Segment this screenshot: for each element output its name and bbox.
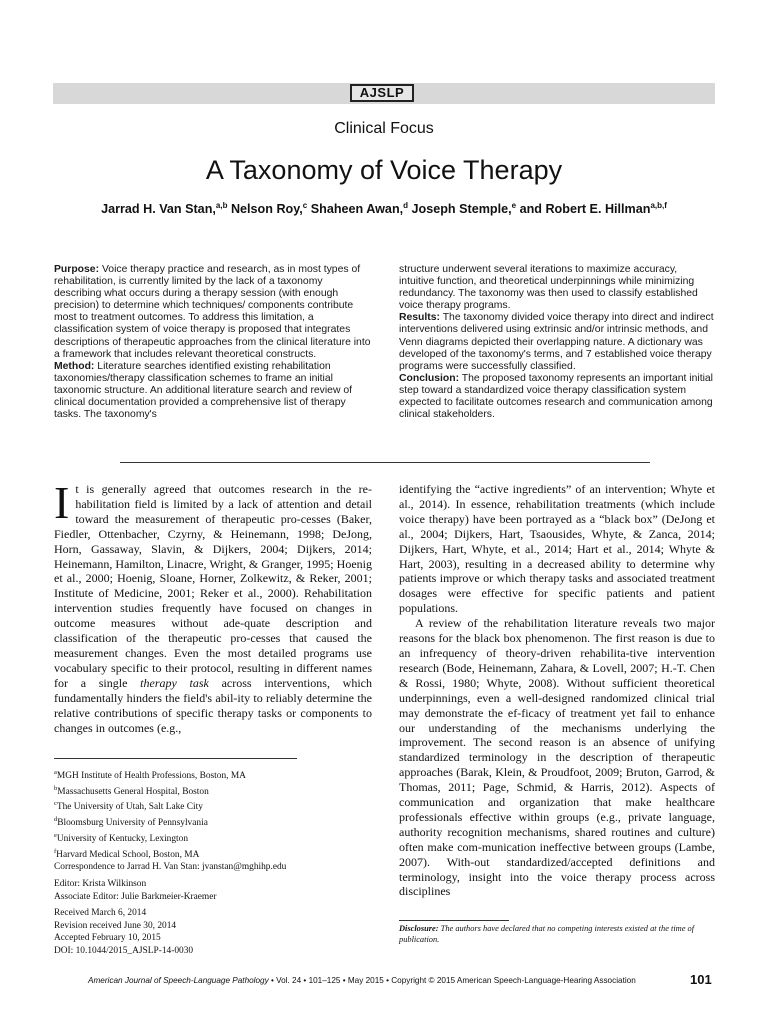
author-name: Jarrad H. Van Stan, — [101, 202, 216, 217]
accepted-date: Accepted February 10, 2015 — [54, 933, 161, 944]
disclosure — [399, 923, 717, 945]
author-affil: e — [511, 201, 517, 210]
affiliation-note — [54, 814, 372, 830]
purpose-text: Voice therapy practice and research, as in most types of rehabilitation, is currently limited by the lack of a taxonomy describing what occurs during a therapy session (with enough precision) to determine which techniques/ components contribute most to treatment outcomes. To address this limitation, a classification system of voice therapy is proposed that integrates descriptions of therapeutic approaches from the clinical literature into a framework that includes relevant theoretical constructs. — [54, 264, 371, 360]
disclosure-text: The authors have declared that no competing interests existed at the time of publication. — [399, 924, 695, 944]
abstract-purpose — [54, 264, 372, 361]
body-left-column — [54, 477, 373, 735]
conclusion-text: The proposed taxonomy represents an important initial step toward a standardized voice therapy classification system expected to facilitate outcomes research and communication among clinical stakeholders. — [399, 372, 713, 421]
author-affil: d — [403, 201, 409, 210]
results-label: Results: — [399, 312, 440, 324]
footnote-divider — [54, 758, 297, 759]
body-right-column — [399, 482, 715, 899]
abstract-method-cont: structure underwent several iterations to maximize accuracy, intuitive function, and theoretical underpinnings while minimizing redundancy. The taxonomy was then used to classify established voice therapy programs. — [399, 264, 698, 312]
abstract-right-column — [399, 264, 715, 421]
affiliation-text: University of Kentucky, Lexington — [56, 834, 189, 844]
doi: DOI: 10.1044/2015_AJSLP-14-0030 — [54, 945, 194, 956]
footer-journal-name: American Journal of Speech-Language Pathology — [88, 976, 269, 985]
affiliation-text: The University of Utah, Salt Lake City — [56, 802, 203, 813]
author-affil: a,b,f — [650, 201, 667, 210]
abstract-method — [54, 361, 372, 421]
author-name: Joseph Stemple, — [411, 202, 512, 217]
journal-badge: AJSLP — [350, 84, 414, 102]
body-text: across interventions, which fundamentally hinders the field's abil-ity to reliably determine the relative contributions of specific therapy tasks or components to changes in outcomes (e.g., — [54, 675, 373, 735]
affiliation-mark: b — [54, 784, 58, 792]
affiliation-note — [54, 798, 372, 814]
body-paragraph: identifying the “active ingredients” of an intervention; Whyte et al., 2014). In essence, rehabilitation treatments (which include voice therapy) have been portrayed as a “black box” (DeJong et al., 2004; Dijkers, Hart, Tsaousides, Whyte, & Zanca, 2014; Dijkers, Hart, Whyte, et al., 2014; Hart et al., 2014; Whyte & Hart, 2003), resulting in a decreased ability to determine why patients improve or which therapy tasks and associated treatment dosages were effective for specific patients and patient populations. — [399, 482, 715, 616]
associate-editor-note: Associate Editor: Julie Barkmeier-Kraemer — [54, 891, 217, 902]
affiliation-text: MGH Institute of Health Professions, Boston, MA — [56, 771, 246, 782]
abstract-conclusion — [399, 373, 715, 421]
affiliation-text: Massachusetts General Hospital, Boston — [57, 786, 209, 797]
affiliation-note — [54, 767, 372, 783]
affiliation-note — [54, 783, 372, 799]
footer-details: • Vol. 24 • 101–125 • May 2015 • Copyright © 2015 American Speech-Language-Hearing Association — [268, 976, 636, 985]
affiliation-note — [54, 846, 372, 862]
author-affil: a,b — [215, 201, 228, 210]
affiliation-mark: d — [54, 816, 58, 824]
section-divider — [120, 462, 650, 463]
page-footer — [88, 976, 648, 985]
author-name: Nelson Roy, — [230, 202, 303, 217]
article-title: A Taxonomy of Voice Therapy — [205, 155, 563, 185]
revision-date: Revision received June 30, 2014 — [54, 920, 177, 931]
correspondence-note: Correspondence to Jarrad H. Van Stan: jvanstan@mghihp.edu — [54, 862, 287, 873]
affiliation-text: Harvard Medical School, Boston, MA — [56, 849, 200, 860]
affiliation-note — [54, 830, 372, 846]
abstract-left-column — [54, 264, 372, 421]
body-paragraph: A review of the rehabilitation literature reveals two major reasons for the black box phenomenon. The first reason is due to an infrequency of theory-driven rehabilita-tive intervention research (Bode, Heinemann, Zahara, & Lovell, 2007; H.-T. Chen & Rossi, 1980; Whyte, 2008). Without sufficient theoretical underpinnings, even a well-designed randomized clinical trial may demonstrate the ef-ficacy of treatment yet fail to enhance our understanding of the mechanisms underlying the improvement. The second reason is an absence of unifying standardized terminology in the description of therapeutic approaches (Barak, Klein, & Proudfoot, 2009; Bruton, Garrod, & Thomas, 2011; Page, Schmid, & Harris, 2012). Aspects of communication and organization that make healthcare professionals effective within groups (e.g., private language, authority recognition mechanisms, shared routines and culture) often make com-munication ineffective between groups (Lambe, 2007). With-out standardized/accepted definitions and terminology, insight into the voice therapy process across disciplines — [399, 616, 715, 899]
results-text: The taxonomy divided voice therapy into direct and indirect interventions delivered using extrinsic and/or intrinsic methods, and Venn diagrams depicted their overlapping nature. A dictionary was developed of the taxonomy's terms, and 7 established voice therapy programs were successfully classified. — [399, 312, 714, 372]
section-label: Clinical Focus — [334, 120, 434, 137]
author-list — [40, 201, 728, 216]
affiliation-mark: a — [54, 769, 57, 776]
disclosure-label: Disclosure: — [399, 924, 439, 933]
method-text: Literature searches identified existing rehabilitation taxonomies/therapy classification schemes to frame an initial taxonomic structure. An additional literature search and review of clinical documentation provided a comprehensive list of therapy tasks. The taxonomy's — [54, 360, 353, 421]
method-label: Method: — [54, 360, 95, 372]
affiliation-text: Bloomsburg University of Pennsylvania — [57, 818, 208, 829]
body-text: t is generally agreed that outcomes research in the re-habilitation field is limited by a lack of attention and detail toward the measurement of therapeutic pro-cesses (Baker, Fiedler, Ottenbacher, Czyrny, & Heinemann, 1998; DeJong, Horn, Gassaway, Slavin, & Dijkers, 2004; Dijkers, 2014; Heinemann, Hamilton, Linacre, Wright, & Granger, 1995; Hoenig et al., 2000; Hoenig, Sloane, Horner, Zolkewitz, & Reker, 2001; Institute of Medicine, 2001; Reker et al., 2000). Rehabilitation intervention studies frequently have focused on changes in outcome measures without ade-quate description and classification of the therapeutic pro-cesses that caused the measurement changes. Even the most detailed programs use vocabulary specific to their protocol, resulting in different names for a single — [54, 482, 372, 690]
affiliation-mark: f — [54, 847, 57, 855]
body-italic-term: therapy task — [140, 675, 209, 690]
author-name: and Robert E. Hillman — [519, 202, 651, 217]
body-paragraph — [54, 477, 373, 735]
affiliation-mark: e — [54, 831, 57, 839]
conclusion-label: Conclusion: — [399, 372, 460, 384]
received-date: Received March 6, 2014 — [54, 908, 147, 919]
footnotes — [54, 767, 372, 957]
abstract-results — [399, 312, 715, 372]
affiliation-mark: c — [54, 800, 57, 808]
editor-note: Editor: Krista Wilkinson — [54, 878, 147, 889]
purpose-label: Purpose: — [54, 264, 100, 275]
drop-cap: I — [54, 477, 70, 528]
author-name: Shaheen Awan, — [310, 202, 404, 217]
page-number: 101 — [690, 972, 712, 987]
disclosure-divider — [399, 920, 509, 921]
author-affil: c — [302, 201, 308, 210]
